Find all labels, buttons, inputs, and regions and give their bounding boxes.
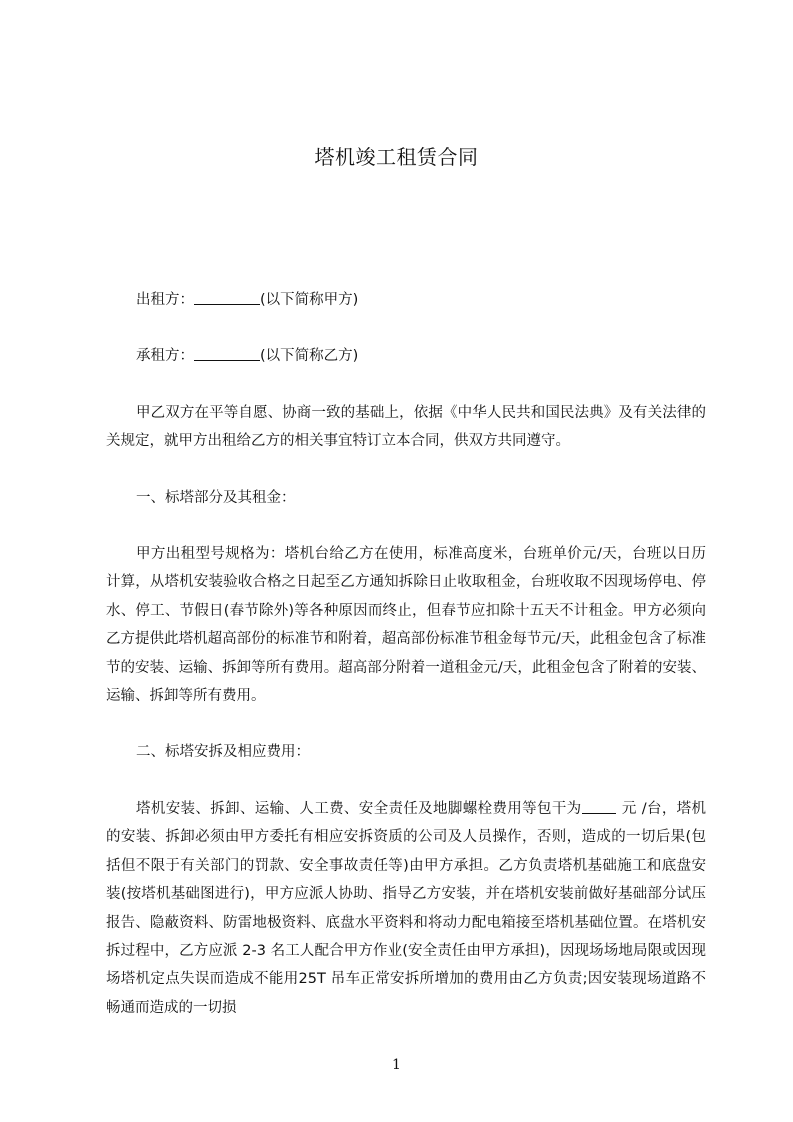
document-title: 塔机竣工租赁合同 <box>314 145 479 169</box>
lessor-label: 出租方： <box>136 292 194 308</box>
section-2-body <box>106 795 706 1022</box>
lessee-label: 承租方： <box>136 348 194 365</box>
lessor-line <box>106 286 706 314</box>
section-2-body-start: 塔机安装、拆卸、运输、人工费、安全责任及地脚螺栓费用等包干为 <box>136 800 582 817</box>
section-1-heading: 一、标塔部分及其租金： <box>136 489 296 506</box>
lessor-blank <box>194 288 260 305</box>
page-number: 1 <box>392 1057 401 1073</box>
fee-blank <box>582 797 616 814</box>
lessee-blank <box>194 344 260 361</box>
lessee-line <box>106 342 706 370</box>
section-1-body: 甲方出租型号规格为：塔机台给乙方在使用，标准高度米，台班单价元/天，台班以日历计算，从塔机安装验收合格之日起至乙方通知拆除日止收取租金，台班收取不因现场停电、停水、停工、节假日(春节除外)等各种原因而终止，但春节应扣除十五天不计租金。甲方必须向乙方提供此塔机超高部份的标准节和附着，超高部份标准节租金每节元/天，此租金包含了标准节的安装、运输、拆卸等所有费用。超高部分附着一道租金元/天，此租金包含了附着的安装、运输、拆卸等所有费用。 <box>106 546 706 705</box>
fee-unit: 元 /台 <box>621 800 662 817</box>
section-2-body-rest: ，塔机的安装、拆卸必须由甲方委托有相应安拆资质的公司及人员操作，否则，造成的一切后果(包括但不限于有关部门的罚款、安全事故责任等)由甲方承担。乙方负责塔机基础施工和底盘安装(按塔机基础图进行)，甲方应派人协助、指导乙方安装，并在塔机安装前做好基础部分试压报告、隐蔽资料、防雷地极资料、底盘水平资料和将动力配电箱接至塔机基础位置。在塔机安拆过程中，乙方应派 2-3 名工人配合甲方作业(安全责任由甲方承担)，因现场场地局限或因现场塔机定点失误而造成不能用25T 吊车正常安拆所增加的费用由乙方负责;因安装现场道路不畅通而造成的一切损 <box>106 800 707 1016</box>
lessee-suffix: (以下简称乙方) <box>260 348 359 365</box>
section-2-heading: 二、标塔安拆及相应费用： <box>136 744 310 761</box>
intro-paragraph: 甲乙双方在平等自愿、协商一致的基础上，依据《中华人民共和国民法典》及有关法律的关规定，就甲方出租给乙方的相关事宜特订立本合同，供双方共同遵守。 <box>106 404 706 450</box>
document-body <box>106 286 706 1050</box>
lessor-suffix: (以下简称甲方) <box>260 292 359 308</box>
